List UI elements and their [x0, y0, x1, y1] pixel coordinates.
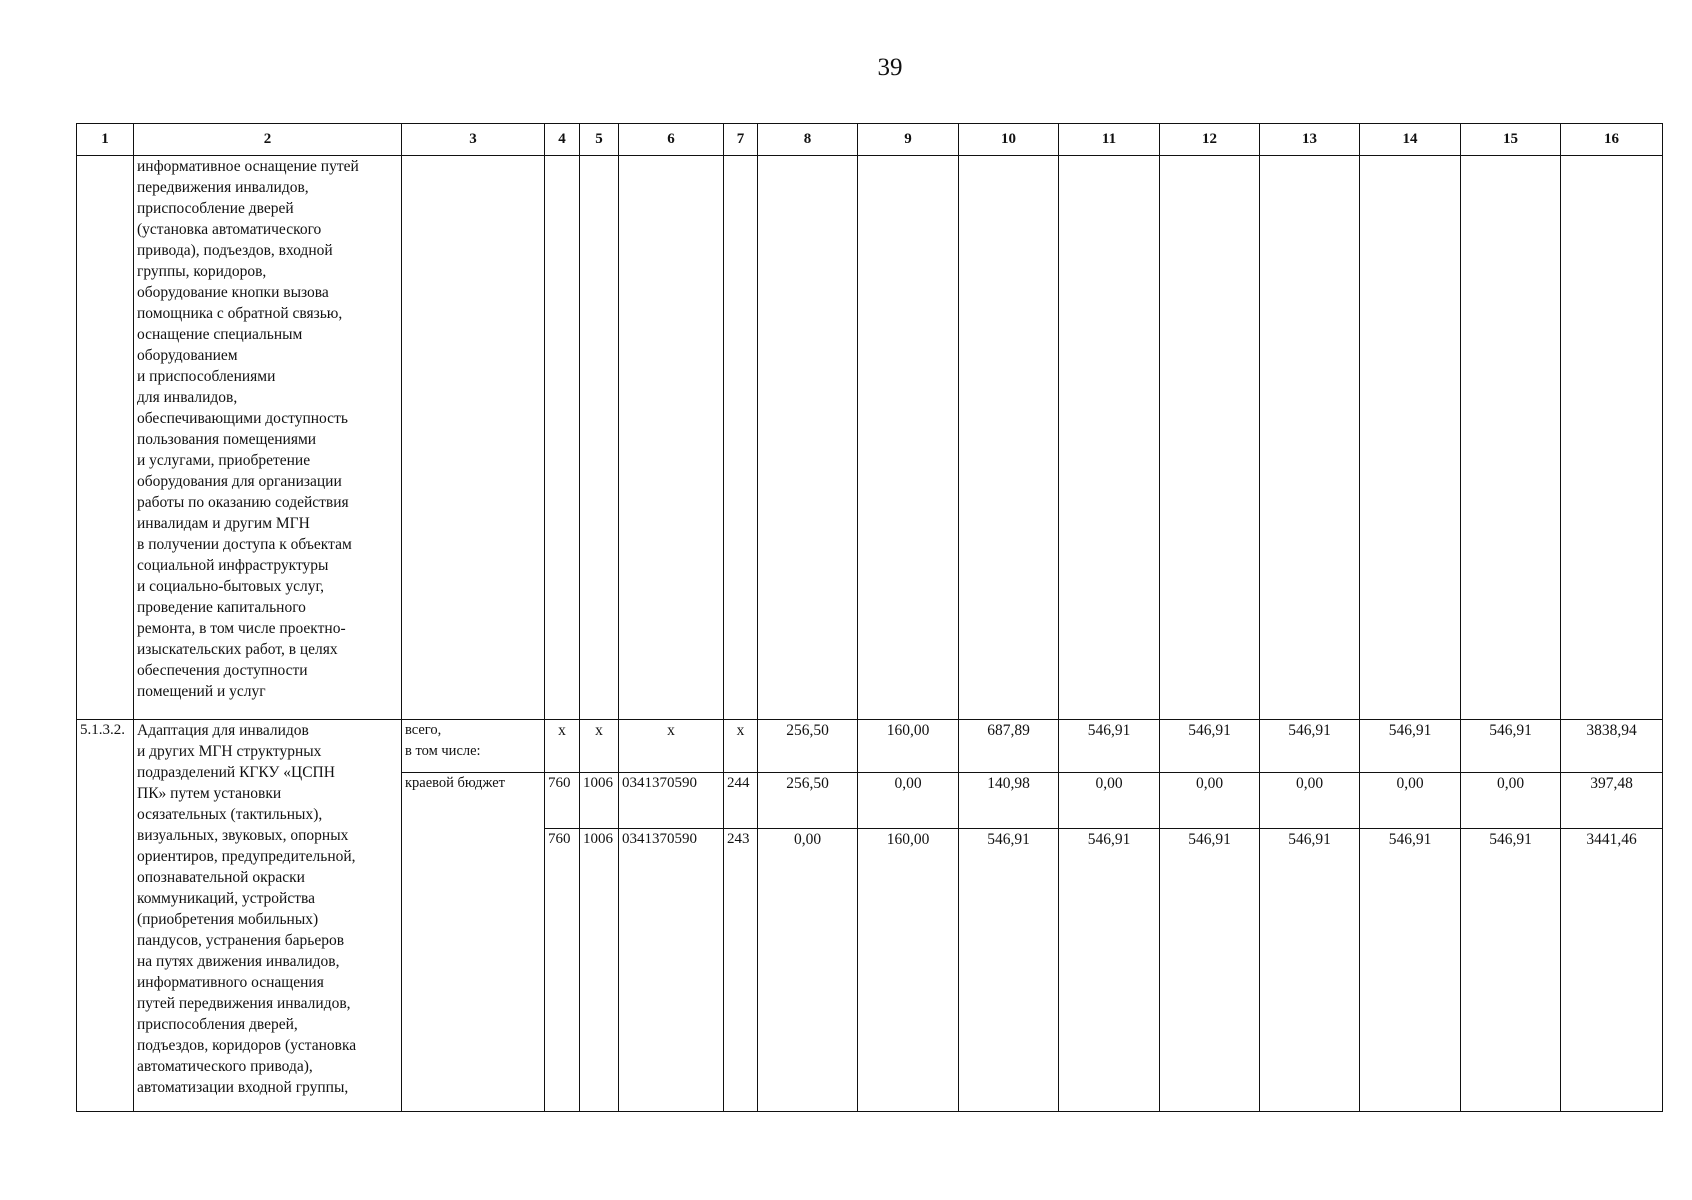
page-number: 39 [877, 54, 903, 81]
col-6-value: 0341370590 [619, 773, 724, 829]
col-7-value: х [724, 720, 758, 773]
empty-cell [1461, 156, 1561, 720]
value-cell: 546,91 [1160, 829, 1260, 1112]
empty-cell [724, 156, 758, 720]
col-5-value: х [580, 720, 619, 773]
col-5-value: 1006 [580, 829, 619, 1112]
value-cell: 546,91 [1461, 829, 1561, 1112]
value-cell: 546,91 [959, 829, 1059, 1112]
header-row [77, 124, 1663, 156]
continuation-row [77, 156, 1663, 720]
empty-cell [1059, 156, 1160, 720]
value-cell: 0,00 [1260, 773, 1360, 829]
col-4-value: 760 [545, 829, 580, 1112]
header-cell: 4 [545, 124, 580, 156]
value-cell: 0,00 [1461, 773, 1561, 829]
header-cell: 6 [619, 124, 724, 156]
empty-cell [1160, 156, 1260, 720]
empty-cell [1260, 156, 1360, 720]
budget-table [76, 123, 1663, 1112]
col-7-value: 243 [724, 829, 758, 1112]
item-number: 5.1.3.2. [77, 720, 134, 1112]
col-5-value: 1006 [580, 773, 619, 829]
header-cell: 16 [1561, 124, 1663, 156]
header-cell: 10 [959, 124, 1059, 156]
value-cell: 256,50 [758, 773, 858, 829]
funding-source: краевой бюджет [402, 773, 545, 1112]
header-cell: 14 [1360, 124, 1461, 156]
value-cell: 0,00 [858, 773, 959, 829]
value-cell: 546,91 [1160, 720, 1260, 773]
value-cell: 0,00 [1160, 773, 1260, 829]
empty-cell [619, 156, 724, 720]
header-cell: 13 [1260, 124, 1360, 156]
col-4-value: х [545, 720, 580, 773]
empty-cell [858, 156, 959, 720]
table-row [77, 720, 1663, 773]
value-cell: 546,91 [1360, 720, 1461, 773]
col-7-value: 244 [724, 773, 758, 829]
empty-cell [758, 156, 858, 720]
item-description: Адаптация для инвалидов и других МГН структурных подразделений КГКУ «ЦСПН ПК» путем установки осязательных (тактильных), визуальных, звуковых, опорных ориентиров, предупредительной, опознавательной окраски коммуникаций, устройства (приобретения мобильных) пандусов, устранения барьеров на путях движения инвалидов, информативного оснащения путей передвижения инвалидов, приспособления дверей, подъездов, коридоров (установка автоматического привода), автоматизации входной группы, [134, 720, 402, 1112]
header-cell: 7 [724, 124, 758, 156]
value-cell: 160,00 [858, 829, 959, 1112]
total-cell: 397,48 [1561, 773, 1663, 829]
empty-cell [959, 156, 1059, 720]
header-cell: 5 [580, 124, 619, 156]
empty-cell [77, 156, 134, 720]
col-6-value: 0341370590 [619, 829, 724, 1112]
value-cell: 546,91 [1461, 720, 1561, 773]
col-6-value: х [619, 720, 724, 773]
col-4-value: 760 [545, 773, 580, 829]
value-cell: 687,89 [959, 720, 1059, 773]
value-cell: 0,00 [1360, 773, 1461, 829]
total-cell: 3441,46 [1561, 829, 1663, 1112]
empty-cell [1360, 156, 1461, 720]
empty-cell [545, 156, 580, 720]
header-cell: 8 [758, 124, 858, 156]
value-cell: 546,91 [1059, 720, 1160, 773]
header-cell: 9 [858, 124, 959, 156]
funding-source: всего, в том числе: [402, 720, 545, 773]
header-cell: 3 [402, 124, 545, 156]
value-cell: 546,91 [1260, 829, 1360, 1112]
value-cell: 546,91 [1260, 720, 1360, 773]
total-cell: 3838,94 [1561, 720, 1663, 773]
value-cell: 546,91 [1360, 829, 1461, 1112]
value-cell: 0,00 [758, 829, 858, 1112]
value-cell: 140,98 [959, 773, 1059, 829]
value-cell: 160,00 [858, 720, 959, 773]
continued-description: информативное оснащение путей передвижения инвалидов, приспособление дверей (установка автоматического привода), подъездов, входной группы, коридоров, оборудование кнопки вызова помощника с обратной связью, оснащение специальным оборудованием и приспособлениями для инвалидов, обеспечивающими доступность пользования помещениями и услугами, приобретение оборудования для организации работы по оказанию содействия инвалидам и другим МГН в получении доступа к объектам социальной инфраструктуры и социально-бытовых услуг, проведение капитального ремонта, в том числе проектно- изыскательских работ, в целях обеспечения доступности помещений и услуг [134, 156, 402, 720]
value-cell: 256,50 [758, 720, 858, 773]
header-cell: 1 [77, 124, 134, 156]
empty-cell [580, 156, 619, 720]
empty-cell [1561, 156, 1663, 720]
header-cell: 15 [1461, 124, 1561, 156]
empty-cell [402, 156, 545, 720]
header-cell: 11 [1059, 124, 1160, 156]
value-cell: 0,00 [1059, 773, 1160, 829]
header-cell: 2 [134, 124, 402, 156]
value-cell: 546,91 [1059, 829, 1160, 1112]
header-cell: 12 [1160, 124, 1260, 156]
